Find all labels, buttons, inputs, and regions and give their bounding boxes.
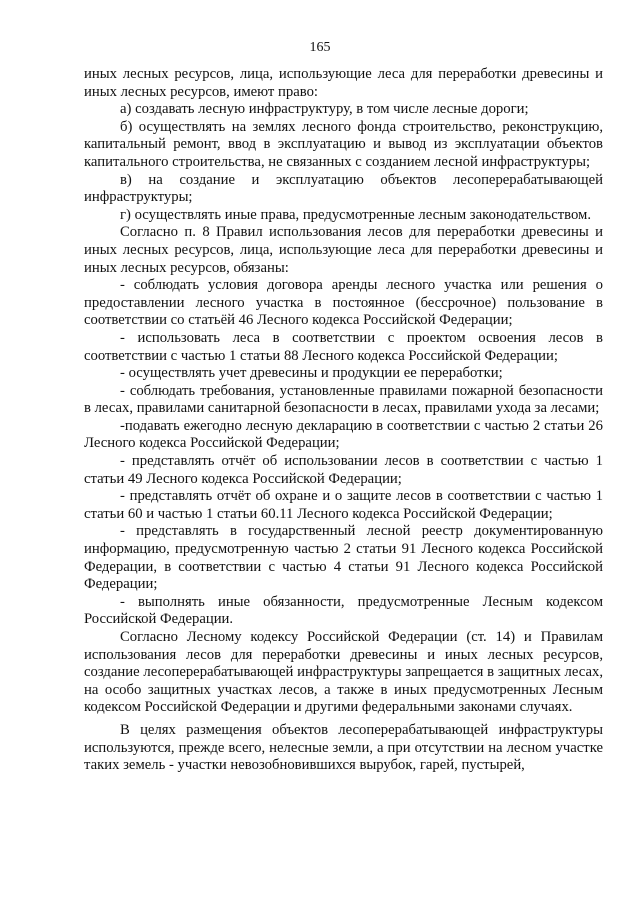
body-text	[84, 66, 603, 775]
paragraph: - осуществлять учет древесины и продукции ее переработки;	[120, 365, 503, 382]
paragraph: - соблюдать условия договора аренды лесного участка или решения о предоставлении лесного участка в постоянное (бессрочное) пользование в соответствии со статьёй 46 Лесного кодекса Российской Федерации;	[84, 277, 603, 329]
paragraph: -подавать ежегодно лесную декларацию в соответствии с частью 2 статьи 26 Лесного кодекса Российской Федерации;	[84, 417, 603, 452]
paragraph: г) осуществлять иные права, предусмотренные лесным законодательством.	[120, 206, 592, 223]
paragraph: Согласно Лесному кодексу Российской Федерации (ст. 14) и Правилам использования лесов для переработки древесины и иных лесных ресурсов, создание лесоперерабатывающей инфраструктуры запрещается в защитных лесах, на особо защитных участках лесов, а также в иных предусмотренных Лесным кодексом Российской Федерации и другими федеральными законами случаях.	[84, 629, 603, 716]
paragraph: В целях размещения объектов лесоперерабатывающей инфраструктуры используются, прежде всего, нелесные земли, а при отсутствии на лесном участке таких земель - участки невозобновившихся вырубок, гарей, пустырей,	[84, 721, 603, 774]
paragraph: - представлять отчёт об охране и о защите лесов в соответствии с частью 1 статьи 60 и частью 1 статьи 60.11 Лесного кодекса Российской Федерации;	[84, 488, 603, 522]
paragraph: а) создавать лесную инфраструктуру, в том числе лесные дороги;	[120, 101, 529, 118]
paragraph: в) на создание и эксплуатацию объектов лесоперерабатывающей инфраструктуры;	[84, 171, 603, 206]
paragraph: - выполнять иные обязанности, предусмотренные Лесным кодексом Российской Федерации.	[84, 593, 603, 628]
paragraph: - представлять в государственный лесной реестр документированную информацию, предусмотренную частью 2 статьи 91 Лесного кодекса Российской Федерации, в соответствии с частью 4 статьи 91 Лесного кодекса Российской Федерации;	[84, 523, 603, 593]
paragraph: Согласно п. 8 Правил использования лесов для переработки древесины и иных лесных ресурсов, лица, использующие леса для переработки древесины и иных лесных ресурсов, обязаны:	[84, 224, 603, 276]
paragraph: иных лесных ресурсов, лица, использующие леса для переработки древесины и иных лесных ресурсов, имеют право:	[84, 66, 603, 100]
page-number: 165	[309, 40, 331, 55]
paragraph: - представлять отчёт об использовании лесов в соответствии с частью 1 статьи 49 Лесного кодекса Российской Федерации;	[84, 453, 603, 487]
paragraph: - использовать леса в соответствии с проектом освоения лесов в соответствии с частью 1 статьи 88 Лесного кодекса Российской Федерации;	[84, 329, 603, 364]
paragraph: б) осуществлять на землях лесного фонда строительство, реконструкцию, капитальный ремонт, ввод в эксплуатацию и вывод из эксплуатации объектов капитального строительства, не связанных с созданием лесной инфраструктуры;	[84, 118, 603, 170]
paragraph: - соблюдать требования, установленные правилами пожарной безопасности в лесах, правилами санитарной безопасности в лесах, правилами ухода за лесами;	[84, 382, 603, 417]
